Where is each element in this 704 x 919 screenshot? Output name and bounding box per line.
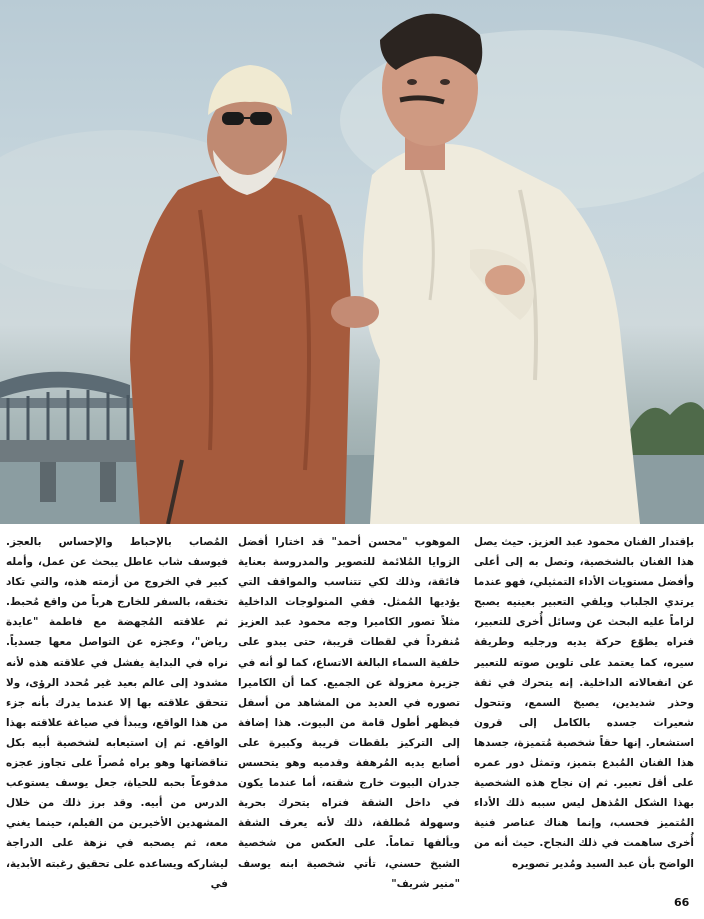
article-column-middle: الموهوب "محسن أحمد" قد اختارا أفضل الزوايا المُلائمة للتصوير والمدروسة بعناية فائقة، وذلك لكي تتناسب والمواقف التي يؤديها المُمثل. ففي المنولوجات الداخلية مثلاً تصور الكاميرا وجه محمود عبد العزيز مُنفرداً في لقطات قريبة، حتى يبدو على خلفية السماء البالغة الاتساع، كما لو أنه في جزيرة معزولة عن الجميع. كما أن الكاميرا تصوره في العديد من المشاهد من أسفل فيظهر أطول قامة من البيوت. هذا إضافة إلى التركيز بلقطات قريبة وكبيرة على أصابع يديه المُرهفة وقدميه وهو يتحسس جدران البيوت خارج شقته، أما عندما يكون في داخل الشقة فنراه يتحرك بحرية وسهولة مُطلقة، ذلك لأنه يعرف الشقة ويألفها تماماً. على العكس من شخصية الشيخ حسني، تأتي شخصية ابنه يوسف "منير شريف" (238, 536, 460, 890)
article-column-left: المُصاب بالإحباط والإحساس بالعجز. فيوسف شاب عاطل يبحث عن عمل، وأمله كبير في الخروج من أزمته هذه، والتي تكاد تخنقه، بالسفر للخارج هرباً من واقع مُحبط. ثم علاقته المُجهضة مع فاطمة "عايدة رياض"، وعجزه عن التواصل معها جسدياً. نراه في البداية يفشل في علاقته هذه لأنه مشدود إلى عالم بعيد غير مُحدد الرؤى، ولا تتحقق علاقته بها إلا عندما يدرك بأنه جزء من هذا الواقع، ويبدأ في صياغة علاقته بهذا الواقع. ثم إن استيعابه لشخصية أبيه بكل تناقضاتها وهو يراه مُصراً على تجاوز عجزه مدفوعاً بحبه للحياة، جعل يوسف يستوعب الدرس من أبيه. وقد برز ذلك من خلال المشهدين الأخيرين من الفيلم، حينما يغني معه، ثم يصحبه في نزهة على الدراجة ليشاركه ويساعده على تحقيق رغبته الأبدية، في (6, 536, 228, 890)
page-number: 66 (674, 896, 690, 909)
article-column-right: بإقتدار الفنان محمود عبد العزيز. حيث يصل هذا الفنان بالشخصية، وتصل به إلى أعلى وأفضل مستويات الأداء التمثيلي، فهو عندما يرتدي الجلباب ويلقي التعبير بعينيه يصبح لزاماً عليه البحث عن وسائل أُخرى للتعبير، فنراه يطوّع حركة يديه ورجليه وطريقة سيره، كما يعتمد على تلوين صوته للتعبير عن انفعالاته الداخلية. إنه يتحرك في ثقة وحذر شديدين، يصيخ السمع، وتتحول شعيرات جسده بالكامل إلى قرون استشعار. إنها حقاً شخصية مُتميزة، جسدها هذا الفنان المُبدع بتميز، وتمثل دور عمره على أقل تعبير. ثم إن نجاح هذه الشخصية بهذا الشكل المُذهل ليس سببه ذلك الأداء المُتميز فحسب، وإنما هناك عناصر فنية أُخرى ساهمت في ذلك النجاح. حيث أنه من الواضح بأن عبد السيد ومُدير تصويره (474, 536, 694, 870)
article-body (0, 524, 704, 919)
